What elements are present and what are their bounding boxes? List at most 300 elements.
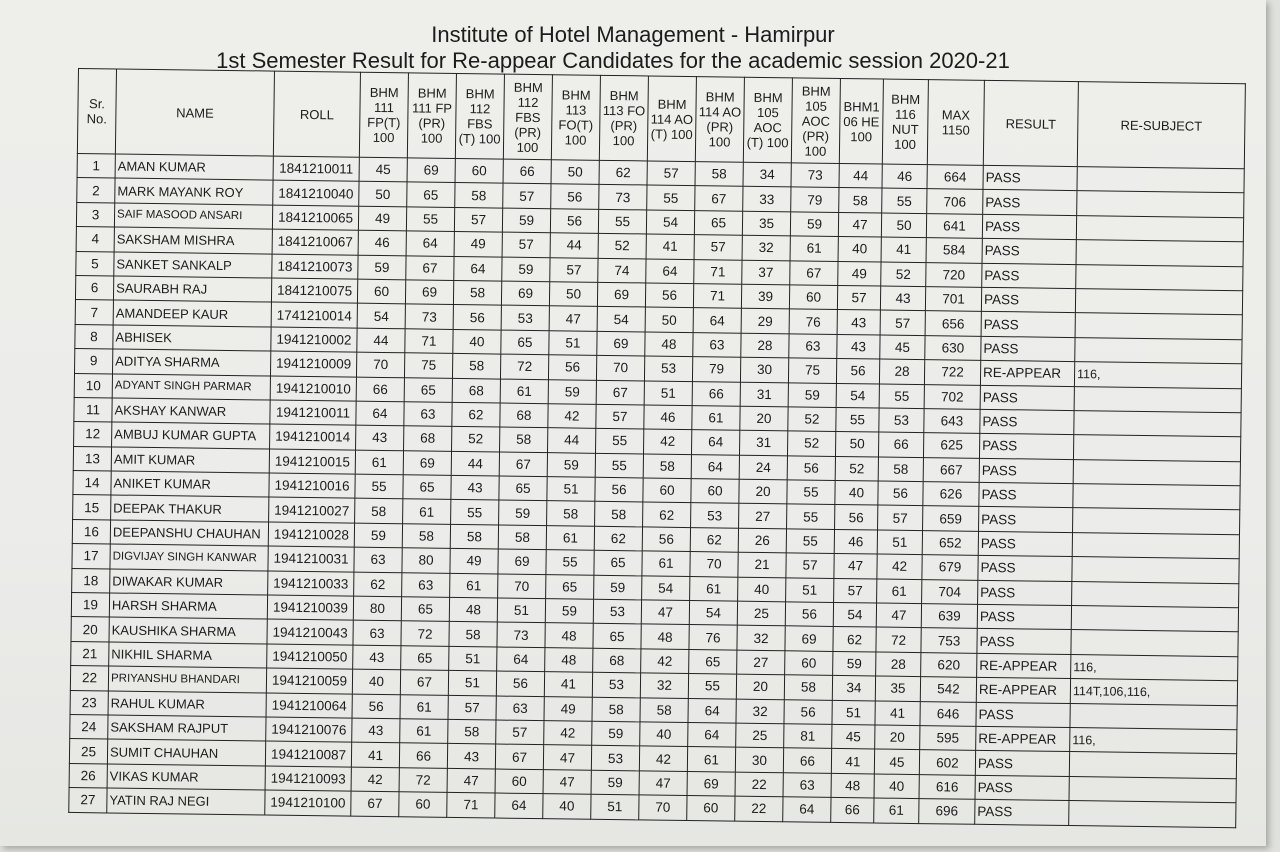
marks-cell: 58 [402,524,450,549]
marks-cell: 68 [593,648,641,673]
marks-cell: 64 [688,723,736,748]
serial-cell: 15 [73,495,111,520]
roll-cell: 1841210065 [272,205,358,231]
marks-cell: 58 [448,719,496,744]
marks-cell: 57 [694,235,742,260]
header-subject: BHM 113 FO (PR) 100 [599,75,648,161]
marks-cell: 56 [550,208,598,233]
total-cell: 625 [923,433,979,458]
name-cell: AMIT KUMAR [111,447,269,473]
roll-cell: 1841210075 [271,278,357,304]
resubject-cell [1071,630,1238,657]
marks-cell: 45 [874,749,919,774]
marks-cell: 21 [738,552,786,577]
marks-cell: 57 [496,720,544,745]
marks-cell: 63 [354,547,402,572]
marks-cell: 42 [351,767,399,792]
total-cell: 753 [921,628,977,653]
marks-cell: 58 [452,354,500,379]
total-cell: 542 [920,677,976,702]
marks-cell: 56 [878,481,923,506]
marks-cell: 50 [359,182,407,207]
roll-cell: 1941210010 [270,376,356,402]
name-cell: VIKAS KUMAR [107,764,265,790]
roll-cell: 1841210067 [272,229,358,255]
total-cell: 584 [926,238,982,263]
marks-cell: 59 [833,651,876,676]
marks-cell: 79 [791,187,839,212]
name-cell: DIGVIJAY SINGH KANWAR [110,544,268,570]
serial-cell: 8 [75,324,113,349]
name-cell: DIWAKAR KUMAR [110,569,268,595]
marks-cell: 59 [502,208,550,233]
result-cell: RE-APPEAR [977,653,1071,679]
marks-cell: 65 [689,649,737,674]
resubject-cell [1072,532,1239,559]
marks-cell: 61 [874,798,919,823]
result-cell: PASS [981,336,1075,362]
marks-cell: 75 [788,358,836,383]
marks-cell: 57 [878,505,923,530]
marks-cell: 56 [595,477,643,502]
resubject-cell [1074,410,1241,437]
marks-cell: 55 [787,480,835,505]
roll-cell: 1941210011 [270,400,356,426]
marks-cell: 69 [407,158,455,183]
marks-cell: 51 [549,330,597,355]
marks-cell: 41 [646,234,694,259]
marks-cell: 44 [357,328,405,353]
marks-cell: 58 [498,525,546,550]
marks-cell: 76 [789,309,837,334]
resubject-cell [1076,240,1243,267]
marks-cell: 64 [691,454,739,479]
roll-cell: 1841210073 [272,254,358,280]
marks-cell: 56 [551,184,599,209]
marks-cell: 53 [593,599,641,624]
marks-cell: 45 [832,724,875,749]
marks-cell: 66 [356,377,404,402]
total-cell: 643 [924,409,980,434]
marks-cell: 47 [447,768,495,793]
marks-cell: 32 [742,235,790,260]
marks-cell: 64 [454,256,502,281]
marks-cell: 49 [838,261,881,286]
marks-cell: 30 [735,748,783,773]
marks-cell: 28 [876,652,921,677]
marks-cell: 61 [400,694,448,719]
marks-cell: 54 [833,602,876,627]
total-cell: 659 [923,506,979,531]
marks-cell: 45 [880,335,925,360]
marks-cell: 65 [501,330,549,355]
marks-cell: 56 [784,699,832,724]
marks-cell: 35 [875,676,920,701]
marks-cell: 63 [783,773,831,798]
marks-cell: 55 [598,209,646,234]
marks-cell: 67 [790,260,838,285]
marks-cell: 62 [599,160,647,185]
total-cell: 646 [920,701,976,726]
marks-cell: 61 [790,236,838,261]
marks-cell: 55 [546,550,594,575]
marks-cell: 47 [543,769,591,794]
marks-cell: 64 [406,231,454,256]
marks-cell: 59 [545,599,593,624]
total-cell: 620 [921,652,977,677]
marks-cell: 64 [693,308,741,333]
marks-cell: 57 [596,404,644,429]
marks-cell: 46 [882,164,927,189]
roll-cell: 1941210027 [269,498,355,524]
marks-cell: 59 [548,379,596,404]
marks-cell: 65 [694,210,742,235]
marks-cell: 52 [881,262,926,287]
marks-cell: 47 [641,600,689,625]
result-cell: RE-APPEAR [976,726,1070,752]
header-subject: BHM1 06 HE 100 [839,78,883,164]
marks-cell: 31 [739,430,787,455]
marks-cell: 53 [591,746,639,771]
institute-title: Institute of Hotel Management - Hamirpur [431,22,835,47]
marks-cell: 65 [403,475,451,500]
marks-cell: 67 [596,380,644,405]
resubject-cell: 116, [1074,362,1241,389]
resubject-cell [1070,703,1237,730]
result-cell: RE-APPEAR [976,678,1070,704]
marks-cell: 51 [547,477,595,502]
name-cell: NIKHIL SHARMA [109,642,267,668]
serial-cell: 3 [76,202,114,227]
header-resubject: RE-SUBJECT [1077,82,1245,169]
marks-cell: 52 [835,456,878,481]
marks-cell: 66 [399,743,447,768]
marks-cell: 61 [877,579,922,604]
marks-cell: 55 [688,674,736,699]
serial-cell: 13 [73,446,111,471]
header-subject: BHM 114 AO (PR) 100 [695,77,744,163]
marks-cell: 69 [405,280,453,305]
result-cell: PASS [981,312,1075,338]
marks-cell: 71 [694,259,742,284]
marks-cell: 67 [695,186,743,211]
marks-cell: 35 [742,211,790,236]
header-subject: BHM 112 FBS (PR) 100 [503,74,552,160]
marks-cell: 54 [642,576,690,601]
marks-cell: 64 [495,793,543,818]
marks-cell: 71 [405,329,453,354]
marks-cell: 61 [546,526,594,551]
serial-cell: 1 [77,153,115,178]
marks-cell: 69 [687,771,735,796]
marks-cell: 58 [695,162,743,187]
serial-cell: 16 [72,519,110,544]
marks-cell: 24 [739,455,787,480]
marks-cell: 41 [881,237,926,262]
roll-cell: 1941210015 [269,449,355,475]
marks-cell: 65 [401,597,449,622]
name-cell: AMBUJ KUMAR GUPTA [112,422,270,448]
marks-cell: 62 [354,572,402,597]
marks-cell: 59 [790,212,838,237]
marks-cell: 25 [736,723,784,748]
result-cell: PASS [980,385,1074,411]
total-cell: 720 [926,262,982,287]
marks-cell: 32 [736,699,784,724]
marks-cell: 47 [639,771,687,796]
result-cell: RE-APPEAR [980,360,1074,386]
marks-cell: 42 [639,746,687,771]
marks-cell: 48 [641,624,689,649]
marks-cell: 58 [455,183,503,208]
result-title: 1st Semester Result for Re-appear Candidates for the academic session 2020-21 [216,48,1010,73]
marks-cell: 68 [452,378,500,403]
marks-cell: 20 [739,479,787,504]
marks-cell: 61 [687,747,735,772]
serial-cell: 19 [71,592,109,617]
result-table-body [69,153,1245,827]
document-title [0,22,1266,74]
marks-cell: 67 [406,255,454,280]
marks-cell: 66 [783,748,831,773]
resubject-cell [1073,508,1240,535]
marks-cell: 52 [788,407,836,432]
marks-cell: 58 [839,188,882,213]
marks-cell: 55 [879,384,924,409]
marks-cell: 53 [879,408,924,433]
marks-cell: 51 [832,700,875,725]
marks-cell: 70 [639,795,687,820]
result-table [68,68,1246,828]
name-cell: HARSH SHARMA [109,593,267,619]
marks-cell: 20 [740,406,788,431]
total-cell: 667 [923,457,979,482]
marks-cell: 45 [359,157,407,182]
marks-cell: 68 [404,426,452,451]
marks-cell: 32 [737,626,785,651]
serial-cell: 5 [76,251,114,276]
marks-cell: 44 [548,428,596,453]
header-subject: BHM 111 FP(T) 100 [359,72,408,158]
marks-cell: 67 [499,452,547,477]
marks-cell: 40 [543,794,591,819]
marks-cell: 58 [449,622,497,647]
resubject-cell [1073,459,1240,486]
marks-cell: 50 [881,213,926,238]
marks-cell: 59 [591,770,639,795]
marks-cell: 57 [550,257,598,282]
name-cell: AMAN KUMAR [115,154,273,180]
marks-cell: 56 [548,355,596,380]
marks-cell: 58 [450,524,498,549]
marks-cell: 61 [692,405,740,430]
resubject-cell [1072,581,1239,608]
marks-cell: 60 [789,285,837,310]
marks-cell: 65 [593,624,641,649]
marks-cell: 72 [500,354,548,379]
resubject-cell [1073,435,1240,462]
marks-cell: 61 [642,551,690,576]
marks-cell: 51 [591,794,639,819]
roll-cell: 1941210087 [265,741,351,767]
marks-cell: 57 [454,207,502,232]
header-subject: BHM 111 FP (PR) 100 [407,73,456,159]
header-row [77,69,1245,169]
marks-cell: 48 [449,597,497,622]
name-cell: AKSHAY KANWAR [112,398,270,424]
name-cell: PRIYANSHU BHANDARI [108,666,266,692]
marks-cell: 42 [877,554,922,579]
marks-cell: 61 [500,379,548,404]
marks-cell: 34 [743,162,791,187]
serial-cell: 24 [70,714,108,739]
marks-cell: 63 [404,402,452,427]
resubject-cell [1075,313,1242,340]
marks-cell: 62 [452,402,500,427]
name-cell: SAIF MASOOD ANSARI [114,203,272,229]
roll-cell: 1941210100 [265,790,351,816]
marks-cell: 58 [453,280,501,305]
total-cell: 679 [922,555,978,580]
marks-cell: 62 [833,627,876,652]
resubject-cell: 116, [1071,654,1238,681]
marks-cell: 68 [500,403,548,428]
total-cell: 639 [921,604,977,629]
marks-cell: 31 [740,382,788,407]
marks-cell: 49 [454,232,502,257]
name-cell: SANKET SANKALP [114,252,272,278]
marks-cell: 65 [546,574,594,599]
marks-cell: 67 [351,791,399,816]
marks-cell: 64 [691,430,739,455]
header-max: MAX 1150 [927,80,984,166]
marks-cell: 55 [787,504,835,529]
roll-cell: 1941210009 [270,351,356,377]
result-cell: PASS [977,604,1071,630]
resubject-cell [1077,167,1244,194]
marks-cell: 51 [448,671,496,696]
marks-cell: 70 [498,574,546,599]
marks-cell: 81 [784,724,832,749]
marks-cell: 43 [837,310,880,335]
marks-cell: 57 [786,553,834,578]
marks-cell: 41 [544,672,592,697]
marks-cell: 59 [499,501,547,526]
name-cell: AMANDEEP KAUR [113,300,271,326]
marks-cell: 56 [785,602,833,627]
resubject-cell [1071,606,1238,633]
marks-cell: 55 [786,529,834,554]
marks-cell: 61 [690,576,738,601]
marks-cell: 64 [356,401,404,426]
marks-cell: 61 [355,450,403,475]
roll-cell: 1941210093 [265,766,351,792]
roll-cell: 1941210039 [267,595,353,621]
marks-cell: 58 [640,698,688,723]
marks-cell: 60 [399,792,447,817]
marks-cell: 72 [401,621,449,646]
marks-cell: 53 [691,503,739,528]
marks-cell: 49 [450,549,498,574]
resubject-cell [1075,337,1242,364]
marks-cell: 29 [741,309,789,334]
marks-cell: 73 [405,304,453,329]
name-cell: SAKSHAM MISHRA [114,227,272,253]
marks-cell: 70 [356,352,404,377]
marks-cell: 63 [353,621,401,646]
marks-cell: 20 [736,674,784,699]
result-cell: PASS [979,507,1073,533]
marks-cell: 65 [401,646,449,671]
name-cell: SAURABH RAJ [113,276,271,302]
marks-cell: 64 [688,698,736,723]
marks-cell: 75 [404,353,452,378]
result-cell: PASS [977,629,1071,655]
result-cell: PASS [976,702,1070,728]
marks-cell: 20 [875,725,920,750]
serial-cell: 12 [74,422,112,447]
marks-cell: 69 [403,450,451,475]
marks-cell: 59 [547,452,595,477]
marks-cell: 47 [834,554,877,579]
marks-cell: 50 [645,307,693,332]
marks-cell: 65 [407,182,455,207]
marks-cell: 73 [599,185,647,210]
marks-cell: 57 [448,695,496,720]
result-cell: PASS [982,214,1076,240]
marks-cell: 53 [592,672,640,697]
name-cell: RAHUL KUMAR [108,691,266,717]
marks-cell: 58 [547,501,595,526]
marks-cell: 48 [545,623,593,648]
name-cell: ADYANT SINGH PARMAR [112,373,270,399]
result-cell: PASS [980,409,1074,435]
marks-cell: 62 [643,502,691,527]
marks-cell: 54 [646,210,694,235]
marks-cell: 60 [495,769,543,794]
marks-cell: 37 [742,260,790,285]
resubject-cell [1069,776,1236,803]
total-cell: 664 [927,165,983,190]
marks-cell: 65 [594,551,642,576]
marks-cell: 32 [640,673,688,698]
marks-cell: 42 [548,404,596,429]
marks-cell: 46 [834,529,877,554]
serial-cell: 4 [76,227,114,252]
marks-cell: 43 [353,645,401,670]
marks-cell: 56 [645,283,693,308]
marks-cell: 57 [837,285,880,310]
marks-cell: 41 [831,749,874,774]
result-cell: PASS [979,434,1073,460]
marks-cell: 26 [738,528,786,553]
marks-cell: 57 [503,183,551,208]
marks-cell: 53 [501,305,549,330]
total-cell: 626 [923,482,979,507]
marks-cell: 47 [838,212,881,237]
marks-cell: 55 [836,407,879,432]
marks-cell: 44 [839,163,882,188]
marks-cell: 58 [595,502,643,527]
marks-cell: 43 [356,425,404,450]
marks-cell: 34 [832,676,875,701]
serial-cell: 7 [75,300,113,325]
marks-cell: 63 [693,332,741,357]
marks-cell: 58 [643,454,691,479]
total-cell: 641 [926,213,982,238]
marks-cell: 59 [502,257,550,282]
resubject-cell [1077,191,1244,218]
